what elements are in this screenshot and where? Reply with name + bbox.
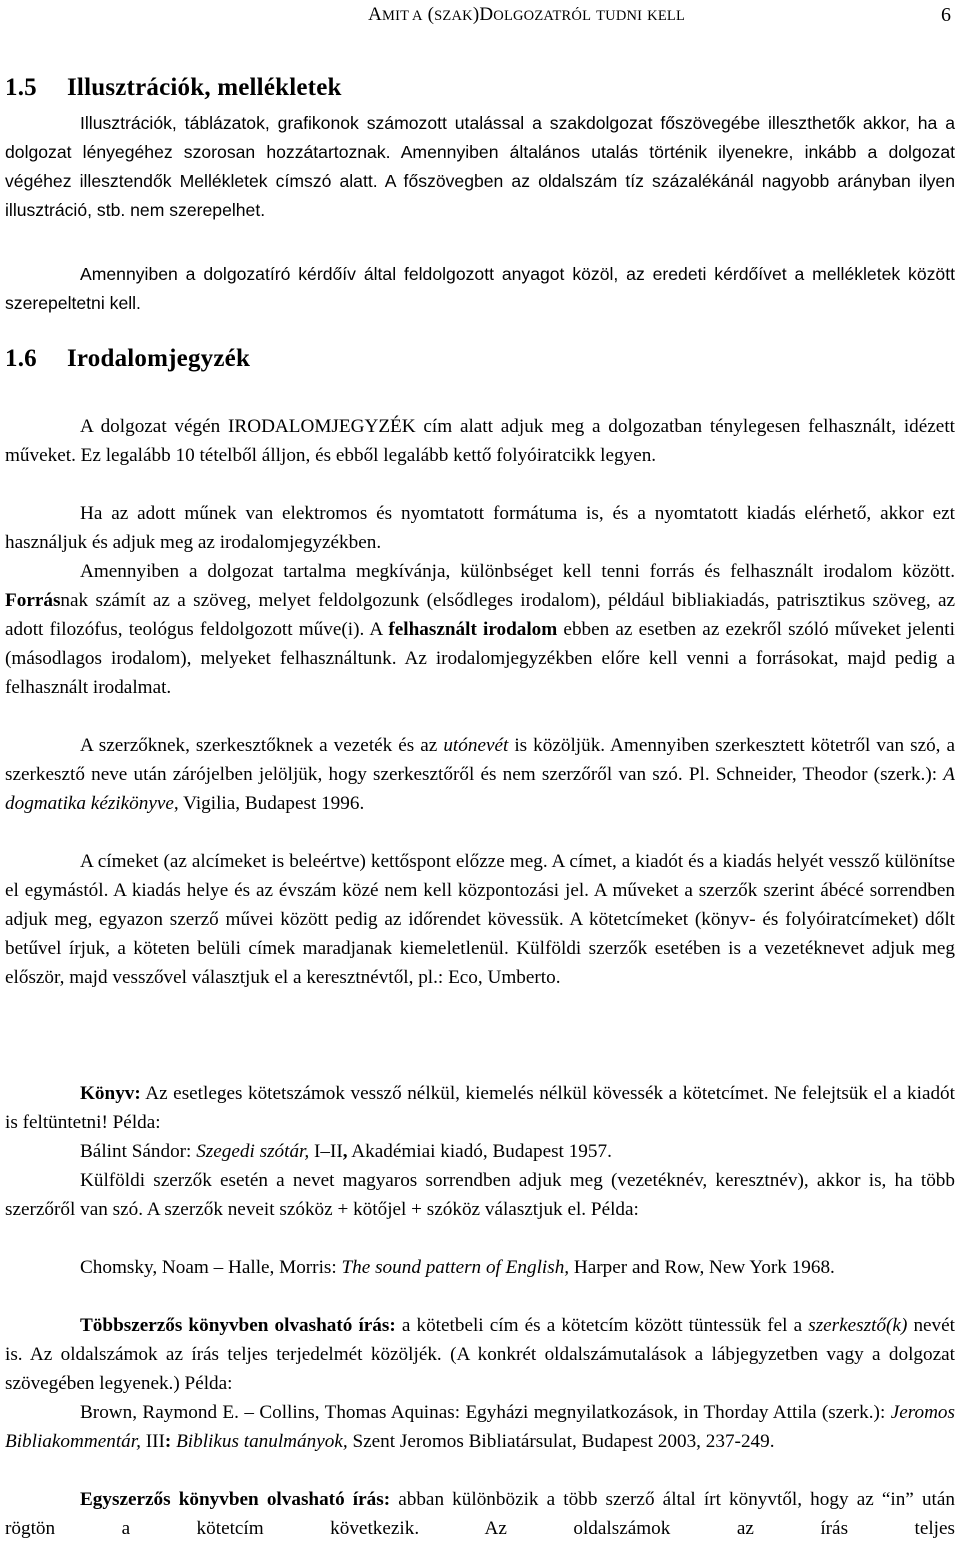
running-title: AMIT A (SZAK)DOLGOZATRÓL TUDNI KELL bbox=[368, 4, 685, 25]
example-book-balint: Bálint Sándor: Szegedi szótár, I–II, Akadémiai kiadó, Budapest 1957. bbox=[80, 1141, 612, 1162]
paragraph-book: Könyv: Az esetleges kötetszámok vessző nélkül, kiemelés nélkül kövessék a kötetcímet. Ne felejtsük el a kiadót is feltüntetni! Példa: bbox=[5, 1083, 955, 1133]
running-header bbox=[5, 4, 955, 28]
paragraph-questionnaire: Amennyiben a dolgozatíró kérdőív által feldolgozott anyagot közöl, az eredeti kérdőívet a mellékletek között szerepeltetni kell. bbox=[5, 264, 955, 313]
paragraph-multi-author-book: Többszerzős könyvben olvasható írás: a kötetbeli cím és a kötetcím között tüntessük fel a szerkesztő(k) nevét is. Az oldalszámok az írás teljes terjedelmét közöljék. (A konkrét oldalszámutalások a lábjegyzetben vagy a dolgozat szövegében legyenek.) Példa: bbox=[5, 1315, 956, 1394]
section-heading-1-6: 1.6 Irodalomjegyzék bbox=[5, 345, 251, 372]
example-multi-author-brown: Brown, Raymond E. – Collins, Thomas Aquinas: Egyházi megnyilatkozások, in Thorday Attila (szerk.): Jeromos Bibliakommentár, III: Biblikus tanulmányok, Szent Jeromos Bibliatársulat, Budapest 2003, 237-249. bbox=[5, 1402, 955, 1452]
paragraph-bibliography-intro: A dolgozat végén IRODALOMJEGYZÉK cím alatt adjuk meg a dolgozatban ténylegesen felhasznált, idézett műveket. Ez legalább 10 tételből álljon, és ebből legalább kettő folyóiratcikk legyen. bbox=[5, 416, 955, 466]
paragraph-foreign-authors: Külföldi szerzők esetén a nevet magyaros sorrendben adjuk meg (vezetéknév, keresztnév), akkor is, ha több szerzőről van szó. A szerzők neveit szóköz + kötőjel + szóköz választjuk el. Példa: bbox=[5, 1170, 955, 1220]
example-book-chomsky: Chomsky, Noam – Halle, Morris: The sound pattern of English, Harper and Row, New York 1968. bbox=[80, 1257, 835, 1278]
paragraph-illustrations: Illusztrációk, táblázatok, grafikonok számozott utalással a szakdolgozat főszövegébe illeszthetők akkor, ha a dolgozat lényegéhez szorosan hozzátartoznak. Amennyiben általános utalás történik ilyenekre, inkább a dolgozat végéhez illesztendők Mellékletek címszó alatt. A főszövegben az oldalszám tíz százalékánál nagyobb arányban ilyen illusztráció, stb. nem szerepelhet. bbox=[5, 113, 955, 220]
paragraph-titles: A címeket (az alcímeket is beleértve) kettőspont előzze meg. A címet, a kiadót és a kiadás helyét vessző különítse el egymástól. A kiadás helye és az évszám közé nem kell központozási jel. A műveket a szerzők szerint ábécé sorrendben adjuk meg, egyazon szerző művei között pedig az időrendet kövessük. A kötetcímeket (könyv- és folyóiratcímeket) dőlt betűvel írjuk, a köteten belüli címek maradjanak kiemeletlenül. Külföldi szerzők esetében is a vezetéknevet adjuk meg először, majd vesszővel választjuk el a keresztnévtől, pl.: Eco, Umberto. bbox=[5, 851, 955, 988]
paragraph-sources: Amennyiben a dolgozat tartalma megkívánja, különbséget kell tenni forrás és felhasznált irodalom között. Forrásnak számít az a szöveg, melyet feldolgozunk (elsődleges irodalom), például bibliakiadás, patrisztikus szöveg, az adott filozófus, teológus feldolgozott műve(i). A felhasznált irodalom ebben az esetben az ezekről szóló műveket jelenti (másodlagos irodalom), melyeket felhasználtunk. Az irodalomjegyzékben előre kell venni a forrásokat, majd pedig a felhasznált irodalmat. bbox=[5, 561, 955, 698]
paragraph-electronic-format: Ha az adott műnek van elektromos és nyomtatott formátuma is, és a nyomtatott kiadás elérhető, akkor ezt használjuk és adjuk meg az irodalomjegyzékben. bbox=[5, 503, 955, 553]
page-number: 6 bbox=[941, 4, 951, 26]
paragraph-authors: A szerzőknek, szerkesztőknek a vezeték és az utónevét is közöljük. Amennyiben szerkesztett kötetről van szó, a szerkesztő neve után zárójelben jelöljük, hogy szerkesztőről és nem szerzőről van szó. Pl. Schneider, Theodor (szerk.): A dogmatika kézikönyve, Vigilia, Budapest 1996. bbox=[5, 735, 956, 814]
paragraph-single-author-book: Egyszerzős könyvben olvasható írás: abban különbözik a több szerző által írt könyvtől, hogy az “in” után rögtön a kötetcím következik. Az oldalszámok az írás teljes bbox=[5, 1489, 955, 1539]
section-heading-1-5: 1.5 Illusztrációk, mellékletek bbox=[5, 74, 342, 101]
